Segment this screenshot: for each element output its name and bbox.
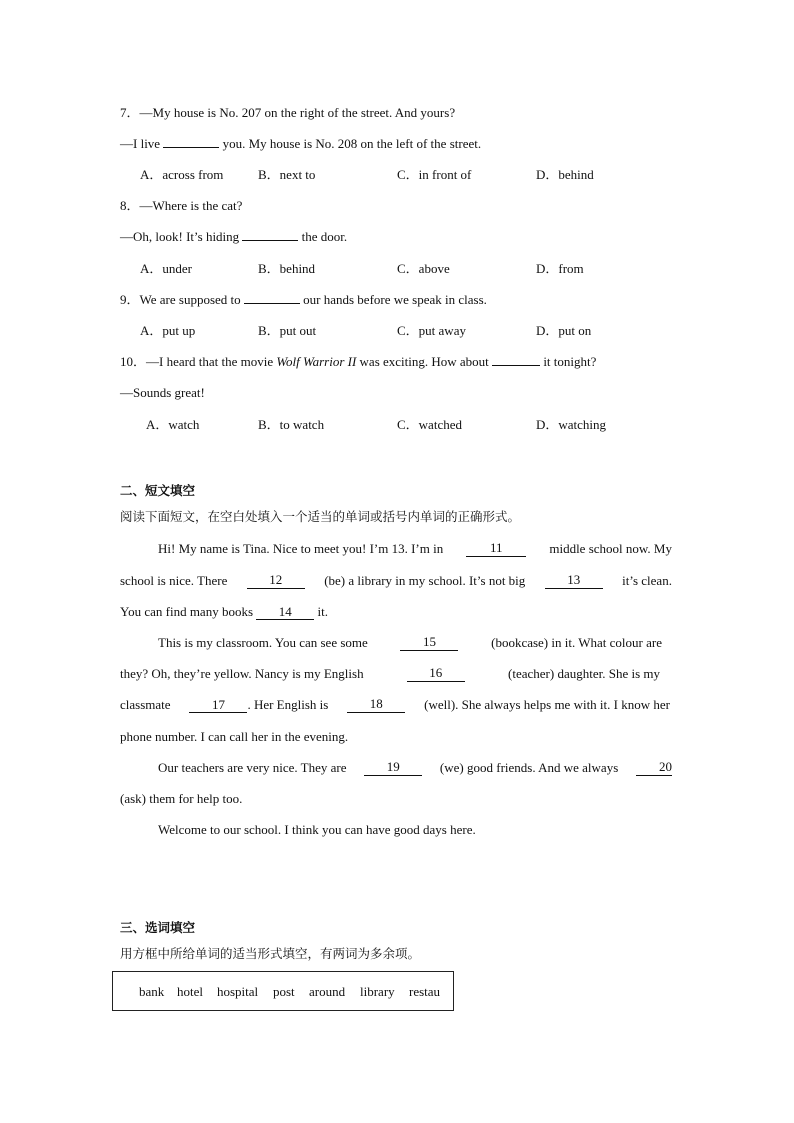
blank-16[interactable]: 16 <box>407 666 465 682</box>
q10-option-b[interactable]: B．to watch <box>258 417 325 432</box>
q7-option-b[interactable]: B．next to <box>258 167 316 182</box>
q7-stem-line2: —I live you. My house is No. 208 on the left of the street. <box>120 136 482 151</box>
passage-p1-line1: Hi! My name is Tina. Nice to meet you! I’m 13. I’m in 11 middle school now. My <box>158 540 672 556</box>
word-bank-item: restau <box>409 984 441 999</box>
section3-instruction: 用方框中所给单词的适当形式填空，有两词为多余项。 <box>120 946 421 961</box>
q10-stem-line2: —Sounds great! <box>120 385 205 400</box>
q7-option-d[interactable]: D．behind <box>536 167 594 182</box>
q8-option-c[interactable]: C．above <box>397 261 450 276</box>
word-bank-item: library <box>360 984 395 999</box>
q10-blank[interactable] <box>492 365 540 366</box>
q9-option-d[interactable]: D．put on <box>536 323 592 338</box>
q7-stem-text: —My house is No. 207 on the right of the street. And yours? <box>139 105 456 120</box>
q10-option-a[interactable]: A．watch <box>146 417 200 432</box>
word-bank-item: hotel <box>177 984 203 999</box>
q10-number: 10． <box>120 354 147 369</box>
word-bank-box <box>112 971 454 1011</box>
blank-12[interactable]: 12 <box>247 573 305 589</box>
q8-option-b[interactable]: B．behind <box>258 261 316 276</box>
q8-stem-line2: —Oh, look! It’s hiding the door. <box>120 229 348 244</box>
q9-option-b[interactable]: B．put out <box>258 323 317 338</box>
q9-option-c[interactable]: C．put away <box>397 323 466 338</box>
blank-15[interactable]: 15 <box>400 635 458 651</box>
q10-option-c[interactable]: C．watched <box>397 417 462 432</box>
blank-11[interactable]: 11 <box>466 541 526 557</box>
section3-heading: 三、选词填空 <box>120 920 196 935</box>
q8-stem-line1: 8．—Where is the cat? <box>120 198 243 213</box>
passage-p1-line2: school is nice. There 12 (be) a library in my school. It’s not big 13 it’s clean. <box>120 572 672 588</box>
q7-number: 7． <box>120 105 140 120</box>
blank-20[interactable]: 20 <box>636 760 672 776</box>
q9-stem: 9．We are supposed to our hands before we speak in class. <box>120 292 487 307</box>
q10-option-d[interactable]: D．watching <box>536 417 607 432</box>
passage-p3-line2: (ask) them for help too. <box>120 791 243 806</box>
q10-movie-title: Wolf Warrior II <box>276 354 357 369</box>
blank-18[interactable]: 18 <box>347 697 405 713</box>
passage-p2-line1: This is my classroom. You can see some 15 (bookcase) in it. What colour are <box>158 634 662 650</box>
q7-option-c[interactable]: C．in front of <box>397 167 472 182</box>
q8-number: 8． <box>120 198 140 213</box>
word-bank-item: hospital <box>217 984 259 999</box>
q8-option-a[interactable]: A．under <box>140 261 192 276</box>
q8-option-d[interactable]: D．from <box>536 261 584 276</box>
blank-19[interactable]: 19 <box>364 760 422 776</box>
word-bank-item: post <box>273 984 295 999</box>
q9-blank[interactable] <box>244 303 300 304</box>
q9-number: 9． <box>120 292 140 307</box>
blank-17[interactable]: 17 <box>189 698 247 713</box>
passage-p2-line3: classmate 17 . Her English is 18 (well). She always helps me with it. I know her <box>120 696 670 712</box>
passage-p2-line2: they? Oh, they’re yellow. Nancy is my English 16 (teacher) daughter. She is my <box>120 665 660 681</box>
q7-stem-line1 <box>120 105 455 121</box>
passage-p1-line3: You can find many books 14 it. <box>120 604 328 619</box>
section2-instruction: 阅读下面短文，在空白处填入一个适当的单词或括号内单词的正确形式。 <box>120 509 521 524</box>
passage-p4: Welcome to our school. I think you can have good days here. <box>158 822 476 837</box>
q7-option-a[interactable]: A．across from <box>140 167 224 182</box>
passage-p3-line1: Our teachers are very nice. They are 19 (we) good friends. And we always 20 <box>158 759 672 775</box>
word-bank-item: bank <box>139 984 165 999</box>
passage-p2-line4: phone number. I can call her in the evening. <box>120 729 349 744</box>
blank-14[interactable]: 14 <box>256 605 314 620</box>
q8-blank[interactable] <box>242 240 298 241</box>
section2-heading: 二、短文填空 <box>120 483 196 498</box>
q7-blank[interactable] <box>163 147 219 148</box>
q10-stem-line1: 10．—I heard that the movie Wolf Warrior II was exciting. How about it tonight? <box>120 354 597 369</box>
word-bank-item: around <box>309 984 346 999</box>
q9-option-a[interactable]: A．put up <box>140 323 196 338</box>
blank-13[interactable]: 13 <box>545 573 603 589</box>
